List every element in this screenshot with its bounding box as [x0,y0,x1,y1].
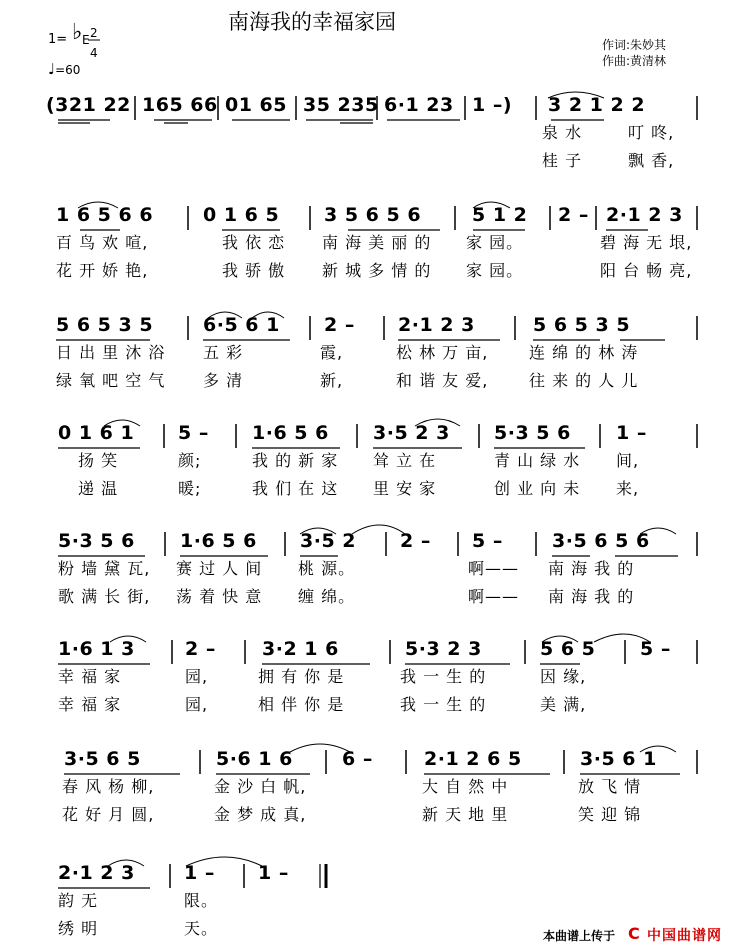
lyric-text: 春 风 杨 柳, [62,777,155,796]
flat-icon: ♭ [72,20,83,45]
lyric-text: 连 绵 的 林 涛 [529,343,639,362]
lyric-text: 粉 墙 黛 瓦, [58,559,151,578]
lyric-text: 叮 咚, [628,123,675,142]
lyric-text: 美 满, [540,695,587,714]
lyric-text: 花 好 月 圆, [62,805,155,824]
lyric-text: 幸 福 家 [58,695,122,714]
time-signature-top: 2 [90,26,98,40]
tempo-marking [48,60,80,78]
measure-segment: 5 – [178,422,209,444]
measure-segment: 1 6 5 6 6 [56,204,154,226]
measure-segment: 2·1 2 3 [398,314,475,336]
lyric-text: 递 温 [78,479,119,498]
lyric-text: 新, [320,371,344,390]
measure-segment: 3·5 2 3 [373,422,450,444]
measure-segment: 5 6 5 3 5 [56,314,154,336]
lyric-text: 往 来 的 人 儿 [529,371,639,390]
lyric-text: 荡 着 快 意 [176,587,263,606]
lyric-text: 园, [185,667,209,686]
lyric-text: 新 天 地 里 [422,805,509,824]
lyric-text: 间, [616,451,640,470]
lyric-text: 泉 水 [542,123,583,142]
lyric-text: 我 依 恋 [222,233,286,252]
lyric-text: 桃 源。 [298,559,356,578]
lyric-text: 相 伴 你 是 [258,695,345,714]
measure-segment: 1 –) [472,94,513,116]
lyric-text: 新 城 多 情 的 [322,261,432,280]
measure-segment: 0 1 6 1 [58,422,135,444]
lyric-text: 桂 子 [542,151,583,170]
time-signature-bottom: 4 [90,46,98,60]
quarter-note-icon: ♩ [48,60,56,78]
lyric-text: 五 彩 [203,343,244,362]
measure-segment: 1 – [258,862,289,884]
measure-segment: 3·2 1 6 [262,638,339,660]
lyric-text: 家 园。 [466,233,524,252]
measure-segment: 3·5 6 5 6 [552,530,650,552]
site-name-link[interactable]: 中国曲谱网 [647,928,722,944]
lyric-text: 里 安 家 [373,479,437,498]
lyric-text: 限。 [184,891,219,910]
measure-segment: 6·1 23 [384,94,454,116]
lyric-text: 碧 海 无 垠, [600,233,693,252]
measure-segment: 5 – [640,638,671,660]
measure-segment: 6·5 6 1 [203,314,280,336]
lyric-text: 松 林 万 亩, [396,343,489,362]
lyric-text: 绣 明 [58,919,99,938]
lyric-text: 飘 香, [628,151,675,170]
measure-segment: 6 – [342,748,373,770]
measure-segment: 3·5 6 5 [64,748,141,770]
measure-segment: 5·6 1 6 [216,748,293,770]
lyric-text: 我 骄 傲 [222,261,286,280]
lyric-text: 扬 笑 [78,451,119,470]
measure-segment: 5·3 2 3 [405,638,482,660]
lyric-text: 我 一 生 的 [400,667,487,686]
lyric-text: 绿 氧 吧 空 气 [56,371,166,390]
lyric-text: 来, [616,479,640,498]
lyric-text: 颜; [178,451,202,470]
lyric-text: 百 鸟 欢 喧, [56,233,149,252]
measure-segment: 1 – [184,862,215,884]
lyric-text: 阳 台 畅 亮, [600,261,693,280]
lyric-text: 日 出 里 沐 浴 [56,343,166,362]
measure-segment: 2·1 2 6 5 [424,748,522,770]
lyric-text: 金 梦 成 真, [214,805,307,824]
key-signature-prefix: 1= [48,32,68,47]
lyric-text: 家 园。 [466,261,524,280]
lyric-text: 多 清 [203,371,244,390]
lyric-text: 笑 迎 锦 [578,805,642,824]
measure-segment: 5 6 5 3 5 [533,314,631,336]
measure-segment: 01 65 [225,94,287,116]
upload-note: 本曲谱上传于 [543,929,616,943]
lyric-text: 青 山 绿 水 [494,451,581,470]
lyric-text: 歌 满 长 街, [58,587,151,606]
lyric-text: 南 海 我 的 [548,587,635,606]
measure-segment: 35 235 [303,94,379,116]
measure-segment: 5 – [472,530,503,552]
lyric-text: 南 海 美 丽 的 [322,233,432,252]
measure-segment: 3·5 6 1 [580,748,657,770]
lyric-text: 大 自 然 中 [422,777,509,796]
lyric-text: 缠 绵。 [298,587,356,606]
measure-segment: 1·6 1 3 [58,638,135,660]
lyric-text: 霞, [320,343,344,362]
measure-segment: 5·3 5 6 [494,422,571,444]
measure-segment: 1·6 5 6 [180,530,257,552]
lyric-text: 啊—— [468,587,520,606]
measure-segment: 3 2 1 2 2 [548,94,646,116]
lyric-text: 园, [185,695,209,714]
lyric-text: 南 海 我 的 [548,559,635,578]
measure-segment: 2 – [558,204,589,226]
lyric-text: 啊—— [468,559,520,578]
lyric-text: 暖; [178,479,202,498]
lyric-text: 花 开 娇 艳, [56,261,149,280]
lyric-text: 我 们 在 这 [252,479,339,498]
lyric-text: 我 的 新 家 [252,451,339,470]
lyric-text: 创 业 向 未 [494,479,581,498]
measure-segment: 2·1 2 3 [58,862,135,884]
lyric-text: 耸 立 在 [373,451,437,470]
measure-segment: 2 – [324,314,355,336]
measure-segment: 5·3 5 6 [58,530,135,552]
lyric-text: 赛 过 人 间 [176,559,263,578]
lyric-text: 因 缘, [540,667,587,686]
lyricist-credit: 作词:朱妙其 [602,38,667,52]
tempo-value: =60 [55,63,81,77]
key-letter: E [82,33,90,47]
lyric-text: 天。 [184,919,219,938]
measure-segment: 1·6 5 6 [252,422,329,444]
measure-segment: 2·1 2 3 [606,204,683,226]
measure-segment: 1 – [616,422,647,444]
measure-segment: 3 5 6 5 6 [324,204,422,226]
lyric-text: 拥 有 你 是 [258,667,345,686]
composer-credit: 作曲:黄清林 [602,54,667,68]
song-title: 南海我的幸福家园 [228,10,396,34]
measure-segment: 0 1 6 5 [203,204,280,226]
lyric-text: 金 沙 白 帆, [214,777,307,796]
measure-segment: (321 22 [46,94,131,116]
measure-segment: 165 66 [142,94,218,116]
lyric-text: 韵 无 [58,891,99,910]
lyric-text: 幸 福 家 [58,667,122,686]
measure-segment: 5 1 2 [472,204,528,226]
barlines [0,862,738,922]
measure-segment: 2 – [400,530,431,552]
site-logo-icon: C [628,924,640,943]
lyric-text: 我 一 生 的 [400,695,487,714]
measure-segment: 3·5 2 [300,530,356,552]
lyric-text: 放 飞 情 [578,777,642,796]
measure-segment: 2 – [185,638,216,660]
measure-segment: 5 6 5 [540,638,596,660]
lyric-text: 和 谐 友 爱, [396,371,489,390]
